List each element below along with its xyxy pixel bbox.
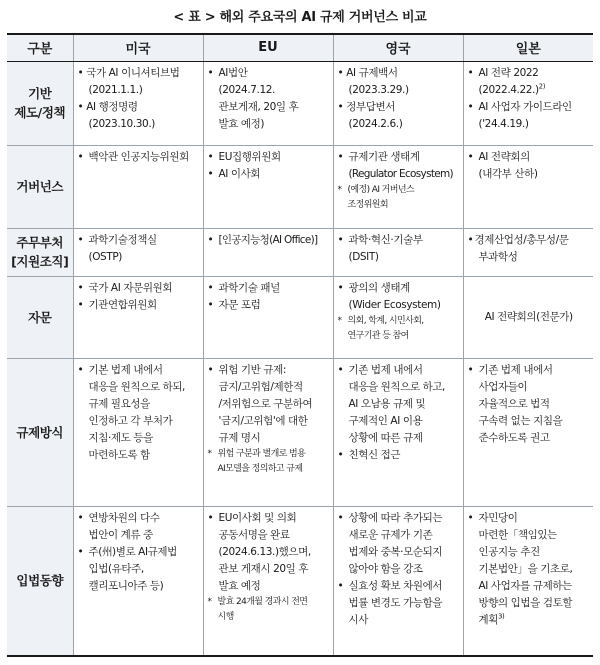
note-marker: * <box>207 448 212 459</box>
note-text: (예정) AI 거버넌스 <box>347 184 415 195</box>
cell-basis-jp <box>463 61 593 145</box>
cell-text: 위험 기반 규제: <box>218 363 286 376</box>
bullet-dot: • <box>77 150 84 163</box>
bullet-dot: • <box>77 363 84 376</box>
bullet-dot: • <box>77 281 84 294</box>
cell-basis-uk <box>333 61 463 145</box>
note-text: 위험 구분과 별개로 범용 <box>217 448 306 459</box>
bullet-dot: • <box>207 66 214 79</box>
cell-governance-eu <box>203 145 333 228</box>
bullet-dot: • <box>207 511 214 524</box>
cell-ministry-uk <box>333 228 463 276</box>
bullet-dot: • <box>337 281 344 294</box>
cell-text: 주(州)별로 AI규제법 <box>88 545 177 558</box>
cell-text: 캘리포니아주 등) <box>88 579 164 592</box>
cell-text: AI 이사회 <box>218 167 261 180</box>
row-legislation <box>7 506 593 656</box>
cell-text: 연방차원의 다수 <box>88 511 160 524</box>
cell-text: (Wider Ecosystem) <box>348 298 441 311</box>
cell-text: 준수하도록 권고 <box>478 431 550 444</box>
cell-text: 입법(유타주, <box>88 562 144 575</box>
cell-governance-uk <box>333 145 463 228</box>
cell-text: (OSTP) <box>88 250 122 263</box>
bullet-dot: • <box>77 511 84 524</box>
cell-text: 실효성 확보 차원에서 <box>348 579 443 592</box>
cell-text: AI 사업자 가이드라인 <box>478 100 572 113</box>
bullet-dot: • <box>207 298 214 311</box>
cell-text: 법률 변경도 가능함을 <box>348 596 443 609</box>
note-text: 의회, 학계, 시민사회, <box>347 315 424 326</box>
cell-text: 인정하고 각 부처가 <box>88 414 173 427</box>
cell-text: • 정부답변서 <box>337 100 395 113</box>
cell-text: 구제적인 AI 이용 <box>348 414 423 427</box>
cell-text: 구속력 없는 지침을 <box>478 414 563 427</box>
cell-text: 계획 <box>478 613 498 626</box>
cell-legislation-us <box>73 506 203 656</box>
cell-governance-us <box>73 145 203 228</box>
bullet-dot: • <box>207 363 214 376</box>
cell-text: AI법안 <box>218 66 248 79</box>
cell-legislation-jp <box>463 506 593 656</box>
cell-text: • AI 규제백서 <box>337 66 398 79</box>
cell-text: 마련하도록 함 <box>88 448 150 461</box>
cell-text: 지침·제도 등을 <box>88 431 153 444</box>
cell-text: 사업자들이 <box>478 380 528 393</box>
bullet-dot: • <box>337 150 344 163</box>
cell-text: 친혁신 접근 <box>348 448 401 461</box>
bullet-dot: • <box>467 150 474 163</box>
note-marker: * <box>207 596 212 607</box>
row-label-governance: 거버넌스 <box>7 145 73 228</box>
cell-ministry-jp <box>463 228 593 276</box>
bullet-dot: • <box>207 233 214 246</box>
cell-text: • 국가 AI 이니셔티브법 <box>77 66 180 79</box>
footnote-marker: 3) <box>498 612 505 620</box>
bullet-dot: • <box>337 511 344 524</box>
header-eu: EU <box>203 34 333 61</box>
cell-text: • AI 행정명령 <box>77 100 138 113</box>
bullet-dot: • <box>77 233 84 246</box>
cell-text: 관보 게재시 20일 후 <box>218 562 309 575</box>
row-basis <box>7 61 593 145</box>
cell-text: 자율적으로 법적 <box>478 397 550 410</box>
cell-text: 규제 명시 <box>218 431 261 444</box>
bullet-dot: • <box>467 363 474 376</box>
cell-text: 규제기관 생태계 <box>348 150 420 163</box>
cell-text: 상황에 따른 규제 <box>348 431 423 444</box>
row-label-basis: 기반 제도/정책 <box>7 61 73 145</box>
cell-text: 기본 법제 내에서 <box>88 363 163 376</box>
bullet-dot: • <box>467 233 474 246</box>
bullet-dot: • <box>77 545 84 558</box>
cell-text: /저위험으로 구분하여 <box>218 397 313 410</box>
cell-method-eu <box>203 358 333 506</box>
row-ministry <box>7 228 593 276</box>
cell-text: 자민당이 <box>478 511 518 524</box>
note-marker: * <box>337 315 342 326</box>
comparison-table <box>7 33 593 657</box>
cell-text: 새로운 규제가 기존 <box>348 528 433 541</box>
note-text: 발효 24개월 경과시 전면 <box>217 596 308 607</box>
cell-legislation-uk <box>333 506 463 656</box>
note-text: 연구기관 등 참여 <box>347 330 409 341</box>
bullet-dot: • <box>467 100 474 113</box>
bullet-dot: • <box>337 363 344 376</box>
cell-legislation-eu <box>203 506 333 656</box>
cell-method-jp <box>463 358 593 506</box>
cell-text: (2023.3.29.) <box>348 83 409 96</box>
cell-text: EU이사회 및 의회 <box>218 511 297 524</box>
cell-text: AI 사업자를 규제하는 <box>478 579 572 592</box>
cell-text: (2022.4.22.) <box>478 83 539 96</box>
bullet-dot: • <box>337 233 344 246</box>
cell-text: 공동서명을 완료 <box>218 528 290 541</box>
cell-text: 법제와 중복·모순되지 <box>348 545 443 558</box>
cell-text: 않아야 함을 강조 <box>348 562 423 575</box>
row-label-ministry: 주무부처 [지원조직] <box>7 228 73 276</box>
cell-text: 인공지능 추진 <box>478 545 540 558</box>
cell-text: 방향의 입법을 검토할 <box>478 596 573 609</box>
note-text: 조정위원회 <box>347 199 388 210</box>
cell-text: 마련한「책임있는 <box>478 528 557 541</box>
row-governance <box>7 145 593 228</box>
cell-text: 법안이 계류 중 <box>88 528 153 541</box>
cell-text: (2021.1.1.) <box>88 83 143 96</box>
cell-text: 대응을 원칙으로 하되, <box>88 380 185 393</box>
cell-text: 기존 법제 내에서 <box>348 363 423 376</box>
bullet-dot: • <box>77 298 84 311</box>
cell-text: 대응을 원칙으로 하고, <box>348 380 445 393</box>
bullet-dot: • <box>467 66 474 79</box>
cell-text: AI 전략 2022 <box>478 66 539 79</box>
cell-text: 부과학성 <box>478 250 518 263</box>
cell-ministry-us <box>73 228 203 276</box>
bullet-dot: • <box>207 281 214 294</box>
cell-basis-eu <box>203 61 333 145</box>
header-row <box>7 34 593 61</box>
cell-text: (Regulator Ecosystem) <box>348 167 453 180</box>
row-label-legislation: 입법동향 <box>7 506 73 656</box>
header-uk: 영국 <box>333 34 463 61</box>
cell-text: 기본법안」을 기초로, <box>478 562 573 575</box>
cell-text: 시사 <box>348 613 368 626</box>
row-label-method: 규제방식 <box>7 358 73 506</box>
cell-text: 상황에 따라 추가되는 <box>348 511 443 524</box>
cell-text: (2024.2.6.) <box>348 117 403 130</box>
cell-text: AI 전략회의 <box>478 150 530 163</box>
cell-text: 기관연합위원회 <box>88 298 157 311</box>
cell-advisory-eu <box>203 276 333 358</box>
cell-text: 과학·혁신·기술부 <box>348 233 423 246</box>
header-category: 구분 <box>7 34 73 61</box>
cell-text: EU집행위원회 <box>218 150 281 163</box>
bullet-dot: • <box>467 511 474 524</box>
cell-advisory-jp: AI 전략회의(전문가) <box>463 276 593 358</box>
row-advisory <box>7 276 593 358</box>
cell-text: (2024.6.13.)했으며, <box>218 545 311 558</box>
note-text: AI모델을 정의하고 규제 <box>217 463 303 474</box>
cell-text: 국가 AI 자문위원회 <box>88 281 173 294</box>
header-jp: 일본 <box>463 34 593 61</box>
footnote-marker: 2) <box>538 82 546 90</box>
cell-text: 관보게재, 20일 후 <box>218 100 299 113</box>
cell-text: 과학기술정책실 <box>88 233 157 246</box>
cell-text: 금지/고위험/제한적 <box>218 380 303 393</box>
cell-text: [인공지능청(AI Office)] <box>218 233 318 246</box>
cell-ministry-eu <box>203 228 333 276</box>
header-us: 미국 <box>73 34 203 61</box>
cell-text: (2024.7.12. <box>218 83 275 96</box>
cell-text: (2023.10.30.) <box>88 117 155 130</box>
cell-method-us <box>73 358 203 506</box>
cell-text: 백악관 인공지능위원회 <box>88 150 189 163</box>
note-marker: * <box>337 184 342 195</box>
cell-text: ('24.4.19.) <box>478 117 529 130</box>
table-caption: < 표 > 해외 주요국의 AI 규제 거버넌스 비교 <box>173 10 427 25</box>
bullet-dot: • <box>207 167 214 180</box>
bullet-dot: • <box>337 579 344 592</box>
note-text: 시행 <box>217 611 234 622</box>
cell-text: 발효 예정) <box>218 117 265 130</box>
cell-text: 자문 포럼 <box>218 298 261 311</box>
cell-advisory-us <box>73 276 203 358</box>
cell-method-uk <box>333 358 463 506</box>
bullet-dot: • <box>337 448 344 461</box>
cell-text: (내각부 산하) <box>478 167 538 180</box>
cell-text: 경제산업성/총무성/문 <box>474 233 569 246</box>
cell-governance-jp <box>463 145 593 228</box>
cell-advisory-uk <box>333 276 463 358</box>
bullet-dot: • <box>207 150 214 163</box>
cell-text: 규제 필요성을 <box>88 397 150 410</box>
cell-text: 기존 법제 내에서 <box>478 363 553 376</box>
cell-text: 과학기술 패널 <box>218 281 280 294</box>
cell-text: (DSIT) <box>348 250 379 263</box>
row-label-advisory: 자문 <box>7 276 73 358</box>
cell-text: 광의의 생태계 <box>348 281 410 294</box>
cell-basis-us <box>73 61 203 145</box>
cell-text: AI 오남용 규제 및 <box>348 397 426 410</box>
row-method <box>7 358 593 506</box>
cell-text: '금지/고위험'에 대한 <box>218 414 308 427</box>
cell-text: 발효 예정 <box>218 579 261 592</box>
